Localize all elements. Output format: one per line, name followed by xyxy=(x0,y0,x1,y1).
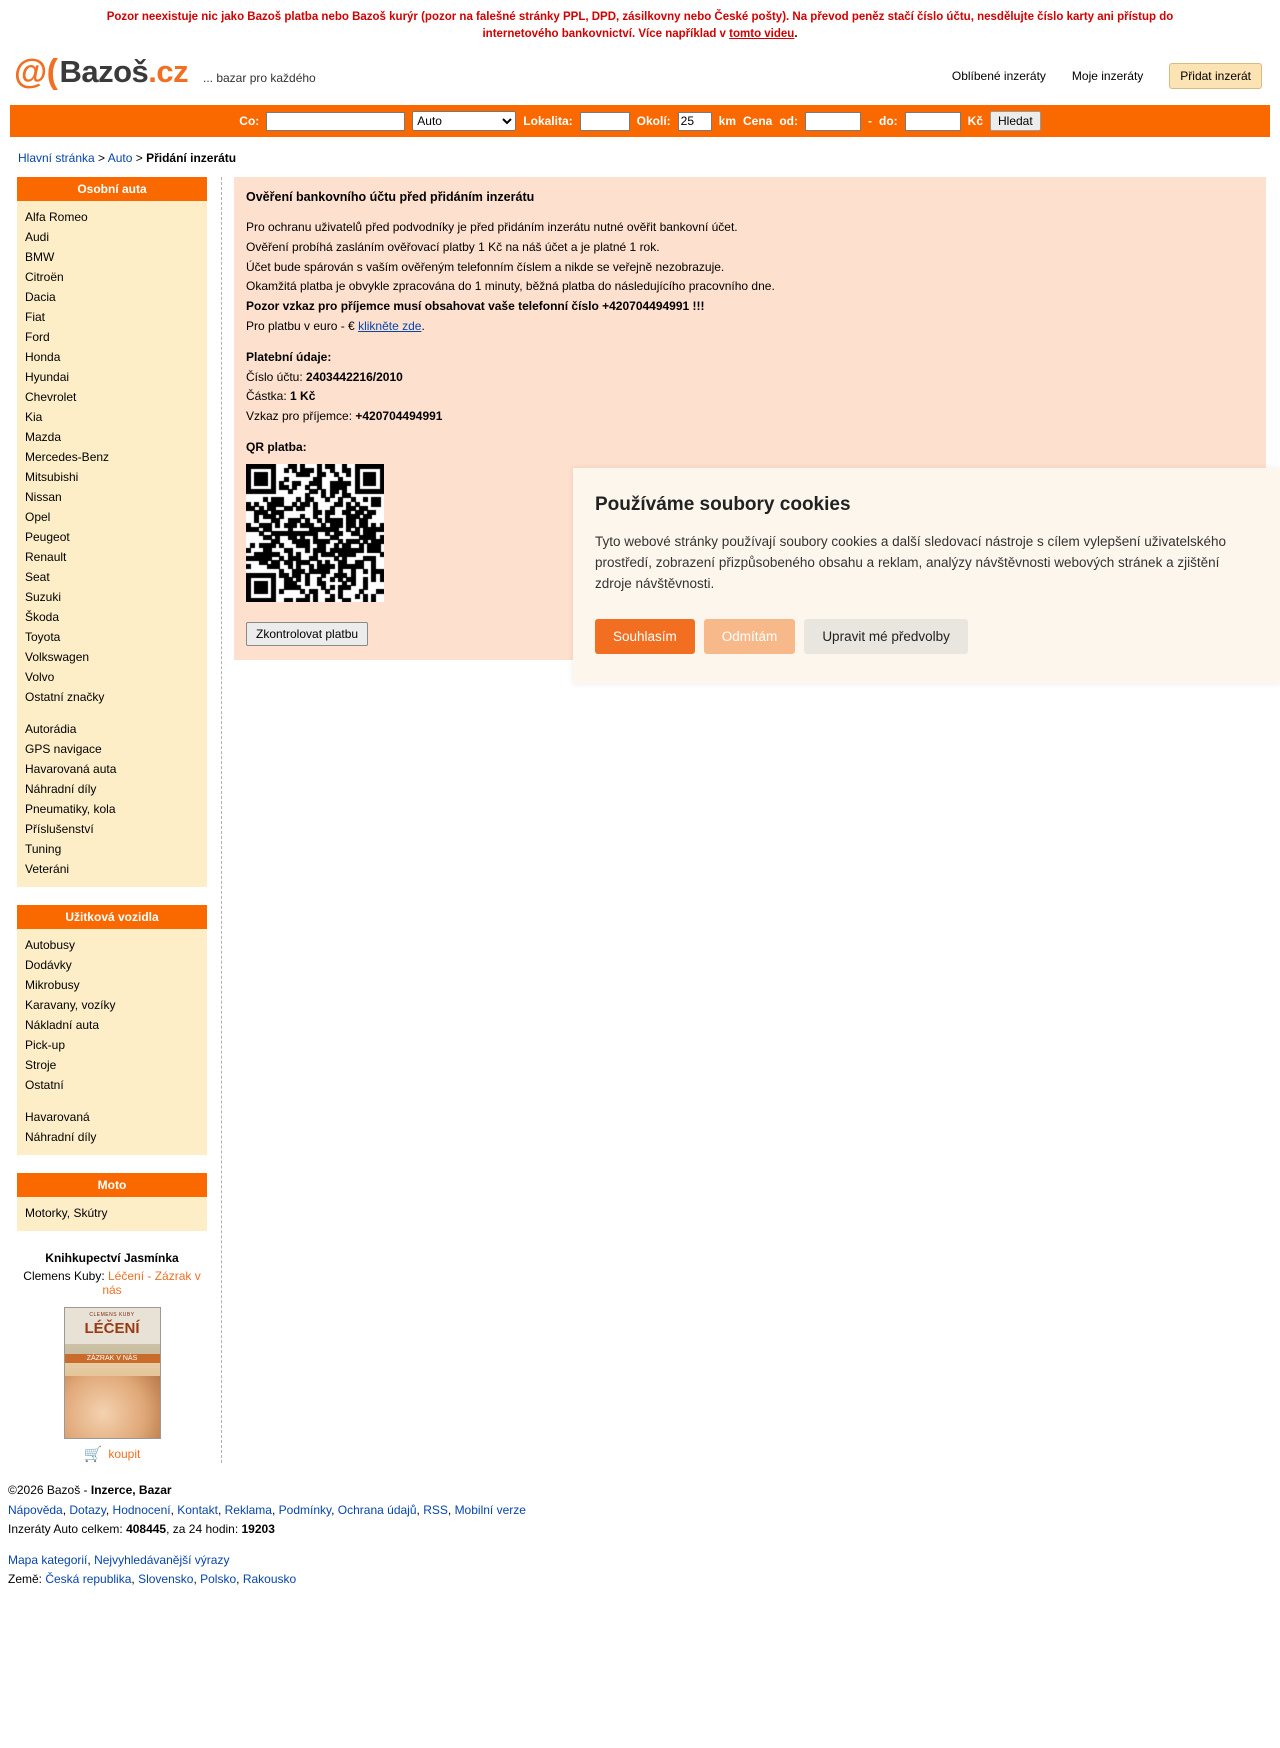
amount-row xyxy=(246,387,1254,407)
cart-icon: 🛒 xyxy=(83,1446,103,1464)
sidebar-item-dodavky[interactable]: Dodávky xyxy=(25,958,72,973)
sidebar-item-bmw[interactable]: BMW xyxy=(25,250,55,265)
price-from-input[interactable] xyxy=(805,112,861,131)
footer-countries: Země: Česká republika, Slovensko, Polsko, Rakousko xyxy=(8,1572,297,1587)
book-cover-image xyxy=(65,1376,160,1438)
sidebar-item-autoradia[interactable]: Autorádia xyxy=(25,722,77,737)
sidebar-item-skoda[interactable]: Škoda xyxy=(25,610,60,625)
sidebar-item-volkswagen[interactable]: Volkswagen xyxy=(25,650,90,665)
sidebar-item-stroje[interactable]: Stroje xyxy=(25,1058,57,1073)
euro-payment-link[interactable]: klikněte zde xyxy=(358,318,422,333)
promo-block xyxy=(17,1249,207,1463)
site-header xyxy=(0,48,1280,100)
footer-link-reklama[interactable]: Reklama xyxy=(224,1502,272,1517)
sidebar-item-honda[interactable]: Honda xyxy=(25,350,61,365)
footer-link-napoveda[interactable]: Nápověda xyxy=(8,1502,63,1517)
sidebar-item-toyota[interactable]: Toyota xyxy=(25,630,61,645)
sidebar-item-tuning[interactable]: Tuning xyxy=(25,842,62,857)
amount-label: Částka: xyxy=(246,389,291,404)
fraud-warning-text-2: . xyxy=(794,27,798,40)
sidebar-item-mercedes-benz[interactable]: Mercedes-Benz xyxy=(25,450,110,465)
sidebar-item-renault[interactable]: Renault xyxy=(25,550,67,565)
message-value: +420704494991 xyxy=(355,409,443,424)
sidebar-item-mitsubishi[interactable]: Mitsubishi xyxy=(25,470,79,485)
sidebar-item-autobusy[interactable]: Autobusy xyxy=(25,938,76,953)
sidebar-item-prislusenstvi[interactable]: Příslušenství xyxy=(25,822,94,837)
sidebar-item-suzuki[interactable]: Suzuki xyxy=(25,590,62,605)
verify-paragraph-4: Okamžitá platba je obvykle zpracována do 1 minuty, běžná platba do následujícího pracovního dne. xyxy=(246,279,775,294)
sidebar-item-volvo[interactable]: Volvo xyxy=(25,670,55,685)
category-list xyxy=(17,929,207,1155)
check-payment-button[interactable]: Zkontrolovat platbu xyxy=(246,622,368,646)
footer-stats xyxy=(8,1520,1280,1539)
message-row xyxy=(246,407,1254,427)
sidebar-item-mazda[interactable]: Mazda xyxy=(25,430,62,445)
fraud-warning-link[interactable]: tomto videu xyxy=(729,27,795,40)
nav-my-ads[interactable]: Moje inzeráty xyxy=(1071,69,1144,84)
footer-link-hodnoceni[interactable]: Hodnocení xyxy=(112,1502,171,1517)
header-nav xyxy=(952,63,1262,89)
sidebar-item-motorky-skutry[interactable]: Motorky, Skútry xyxy=(25,1206,108,1221)
section-gap-2 xyxy=(246,427,1254,438)
category-list xyxy=(17,1197,207,1231)
verify-paragraph-2: Ověření probíhá zasláním ověřovací platby 1 Kč na náš účet a je platné 1 rok. xyxy=(246,239,660,254)
footer-stats-pre: Inzeráty Auto celkem: xyxy=(8,1521,127,1536)
content-area xyxy=(0,177,1280,1463)
sidebar-item-audi[interactable]: Audi xyxy=(25,230,50,245)
footer-stats-mid: , za 24 hodin: xyxy=(166,1521,242,1536)
breadcrumb-sep-1: > xyxy=(94,151,108,166)
verify-euro-line xyxy=(246,317,1254,337)
sidebar-item-fiat[interactable]: Fiat xyxy=(25,310,46,325)
account-number-value: 2403442216/2010 xyxy=(306,369,403,384)
sidebar-item-karavany-voziky[interactable]: Karavany, vozíky xyxy=(25,998,116,1013)
search-label-price-from: od: xyxy=(779,114,798,129)
category-box-title: Užitková vozidla xyxy=(17,905,207,929)
cookie-button-row xyxy=(595,619,1250,654)
sidebar-item-seat[interactable]: Seat xyxy=(25,570,50,585)
category-box-uzitkova-vozidla xyxy=(17,905,207,1155)
breadcrumb-category[interactable]: Auto xyxy=(107,151,133,166)
logo-name: Bazoš xyxy=(59,54,149,90)
verify-paragraph-1: Pro ochranu uživatelů před podvodníky je před přidáním inzerátu nutné ověřit bankovní účet. xyxy=(246,219,738,234)
category-box-moto xyxy=(17,1173,207,1231)
category-box-osobni-auta xyxy=(17,177,207,887)
footer-links-row-2: Mapa kategorií, Nejvyhledávanější výrazy xyxy=(8,1552,230,1567)
sidebar-item-nakladni-auta[interactable]: Nákladní auta xyxy=(25,1018,100,1033)
promo-shop-name: Knihkupectví Jasmínka xyxy=(45,1251,179,1266)
price-unit-label: Kč xyxy=(967,114,983,129)
footer-links-row-1: Nápověda, Dotazy, Hodnocení, Kontakt, Reklama, Podmínky, Ochrana údajů, RSS, Mobilní verze xyxy=(8,1502,526,1517)
category-box-title: Osobní auta xyxy=(17,177,207,201)
fraud-warning-banner xyxy=(0,0,1280,48)
sidebar-item-havarovana-auta[interactable]: Havarovaná auta xyxy=(25,762,117,777)
category-group-divider xyxy=(17,707,207,719)
logo-tld: .cz xyxy=(148,54,189,90)
breadcrumb xyxy=(18,151,1280,165)
sidebar-item-gps-navigace[interactable]: GPS navigace xyxy=(25,742,102,757)
cookie-reject-button[interactable]: Odmítám xyxy=(704,619,796,654)
promo-buy-row xyxy=(17,1445,207,1463)
search-label-locality: Lokalita: xyxy=(523,114,573,129)
price-to-input[interactable] xyxy=(905,112,961,131)
footer-link-mobilni-verze[interactable]: Mobilní verze xyxy=(454,1502,526,1517)
account-number-row xyxy=(246,368,1254,388)
search-bar xyxy=(10,105,1270,137)
footer-countries-label: Země: xyxy=(8,1572,46,1587)
sidebar-item-ostatni[interactable]: Ostatní xyxy=(25,1078,64,1093)
book-cover-subtitle: ZÁZRAK V NÁS xyxy=(65,1354,160,1363)
promo-book-title-link[interactable]: Léčení - Zázrak v nás xyxy=(102,1269,201,1298)
book-cover-title: LÉČENÍ xyxy=(84,1320,140,1338)
footer-link-dotazy[interactable]: Dotazy xyxy=(69,1502,106,1517)
sidebar-item-citroen[interactable]: Citroën xyxy=(25,270,64,285)
footer-country-pl[interactable]: Polsko xyxy=(200,1572,237,1587)
footer-link-rss[interactable]: RSS xyxy=(423,1502,448,1517)
breadcrumb-current: Přidání inzerátu xyxy=(146,151,237,166)
category-list xyxy=(17,201,207,887)
sidebar-item-nahradni-dily-uzitkova[interactable]: Náhradní díly xyxy=(25,1130,97,1145)
nav-favourite-ads[interactable]: Oblíbené inzeráty xyxy=(951,69,1046,84)
sidebar-item-nissan[interactable]: Nissan xyxy=(25,490,62,505)
search-label-price: Cena xyxy=(743,114,773,129)
sidebar-item-alfa-romeo[interactable]: Alfa Romeo xyxy=(25,210,88,225)
footer-link-podminky[interactable]: Podmínky xyxy=(278,1502,332,1517)
radius-unit-label: km xyxy=(718,114,736,129)
search-button[interactable]: Hledat xyxy=(990,111,1041,131)
sidebar-item-nahradni-dily[interactable]: Náhradní díly xyxy=(25,782,97,797)
logo-at-icon: @( xyxy=(14,53,58,92)
footer-country-cz[interactable]: Česká republika xyxy=(45,1572,132,1587)
sidebar-item-chevrolet[interactable]: Chevrolet xyxy=(25,390,77,405)
footer-country-at[interactable]: Rakousko xyxy=(242,1572,297,1587)
footer-link-nejvyhledavanejsi[interactable]: Nejvyhledávanější výrazy xyxy=(94,1552,230,1567)
payment-details-title: Platební údaje: xyxy=(246,349,332,364)
footer-copyright xyxy=(8,1481,1280,1500)
amount-value: 1 Kč xyxy=(290,389,316,404)
search-label-radius: Okolí: xyxy=(636,114,671,129)
sidebar-item-hyundai[interactable]: Hyundai xyxy=(25,370,70,385)
book-cover-author: CLEMENS KUBY xyxy=(89,1312,135,1319)
page-title: Ověření bankovního účtu před přidáním inzerátu xyxy=(246,190,535,205)
price-range-dash: - xyxy=(868,114,872,129)
site-footer xyxy=(8,1481,1280,1613)
search-label-what: Co: xyxy=(239,114,260,129)
sidebar-item-ostatni-znacky[interactable]: Ostatní značky xyxy=(25,690,105,705)
footer-stats-day: 19203 xyxy=(241,1521,275,1536)
search-label-price-to: do: xyxy=(879,114,898,129)
breadcrumb-home[interactable]: Hlavní stránka xyxy=(18,151,95,166)
section-gap xyxy=(246,337,1254,348)
sidebar-item-veterani[interactable]: Veteráni xyxy=(25,862,70,877)
promo-book-line xyxy=(17,1269,207,1297)
verify-euro-period: . xyxy=(421,318,425,333)
sidebar-item-havarovana[interactable]: Havarovaná xyxy=(25,1110,90,1125)
cookie-title: Používáme soubory cookies xyxy=(595,494,851,515)
site-logo[interactable] xyxy=(14,54,188,90)
qr-canvas xyxy=(246,464,384,602)
sidebar-item-dacia[interactable]: Dacia xyxy=(25,290,56,305)
add-ad-button[interactable]: Přidat inzerát xyxy=(1169,63,1262,89)
cookie-consent-banner xyxy=(573,468,1280,684)
footer-copyright-bold: Inzerce, Bazar xyxy=(90,1483,172,1498)
breadcrumb-sep-2: > xyxy=(132,151,147,166)
promo-book-cover[interactable] xyxy=(64,1307,161,1439)
footer-country-sk[interactable]: Slovensko xyxy=(138,1572,194,1587)
fraud-warning-text-1: Pozor neexistuje nic jako Bazoš platba nebo Bazoš kurýr (pozor na falešné stránky PPL, DPD, zásilkovny nebo České pošty). Na převod peněz stačí číslo účtu, nesdělujte číslo karty ani přístup do internetového bankovnictví. Více například v xyxy=(106,11,1174,40)
category-select[interactable] xyxy=(412,111,516,131)
promo-book-author: Clemens Kuby: xyxy=(23,1269,105,1284)
cookie-body-text: Tyto webové stránky používají soubory cookies a další sledovací nástroje s cílem vylepšení uživatelského prostředí, zobrazení přizpůsobeného obsahu a reklam, analýzy návštěvnosti webových stránek a zjištění zdroje návštěvnosti. xyxy=(595,534,1227,591)
sidebar-item-mikrobusy[interactable]: Mikrobusy xyxy=(25,978,80,993)
footer-link-mapa-kategorii[interactable]: Mapa kategorií xyxy=(8,1552,88,1567)
verify-paragraph-3: Účet bude spárován s vaším ověřeným telefonním číslem a nikde se veřejně nezobrazuje. xyxy=(246,259,725,274)
category-group-divider xyxy=(17,1095,207,1107)
sidebar-item-pneumatiky-kola[interactable]: Pneumatiky, kola xyxy=(25,802,116,817)
cookie-customize-button[interactable]: Upravit mé předvolby xyxy=(804,619,968,654)
site-slogan: ... bazar pro každého xyxy=(203,71,316,86)
search-input[interactable] xyxy=(266,112,405,131)
qr-payment-label: QR platba: xyxy=(246,439,307,454)
footer-link-ochrana-udaju[interactable]: Ochrana údajů xyxy=(337,1502,417,1517)
category-box-title: Moto xyxy=(17,1173,207,1197)
cookie-accept-button[interactable]: Souhlasím xyxy=(595,619,695,654)
footer-link-kontakt[interactable]: Kontakt xyxy=(177,1502,218,1517)
qr-code-image xyxy=(246,464,384,602)
locality-input[interactable] xyxy=(580,112,630,131)
radius-input[interactable] xyxy=(678,112,712,131)
sidebar-item-ford[interactable]: Ford xyxy=(25,330,50,345)
sidebar-item-peugeot[interactable]: Peugeot xyxy=(25,530,70,545)
category-sidebar xyxy=(17,177,222,1463)
footer-stats-total: 408445 xyxy=(126,1521,167,1536)
sidebar-item-opel[interactable]: Opel xyxy=(25,510,51,525)
promo-buy-link[interactable]: koupit xyxy=(108,1447,141,1462)
footer-gap xyxy=(8,1539,1280,1551)
sidebar-item-pick-up[interactable]: Pick-up xyxy=(25,1038,66,1053)
account-number-label: Číslo účtu: xyxy=(246,369,307,384)
footer-copyright-text: ©2026 Bazoš - xyxy=(8,1483,91,1498)
verify-euro-text: Pro platbu v euro - € xyxy=(246,318,359,333)
verify-warning-message: Pozor vzkaz pro příjemce musí obsahovat vaše telefonní číslo +420704494991 !!! xyxy=(246,299,705,314)
message-label: Vzkaz pro příjemce: xyxy=(246,409,356,424)
sidebar-item-kia[interactable]: Kia xyxy=(25,410,43,425)
